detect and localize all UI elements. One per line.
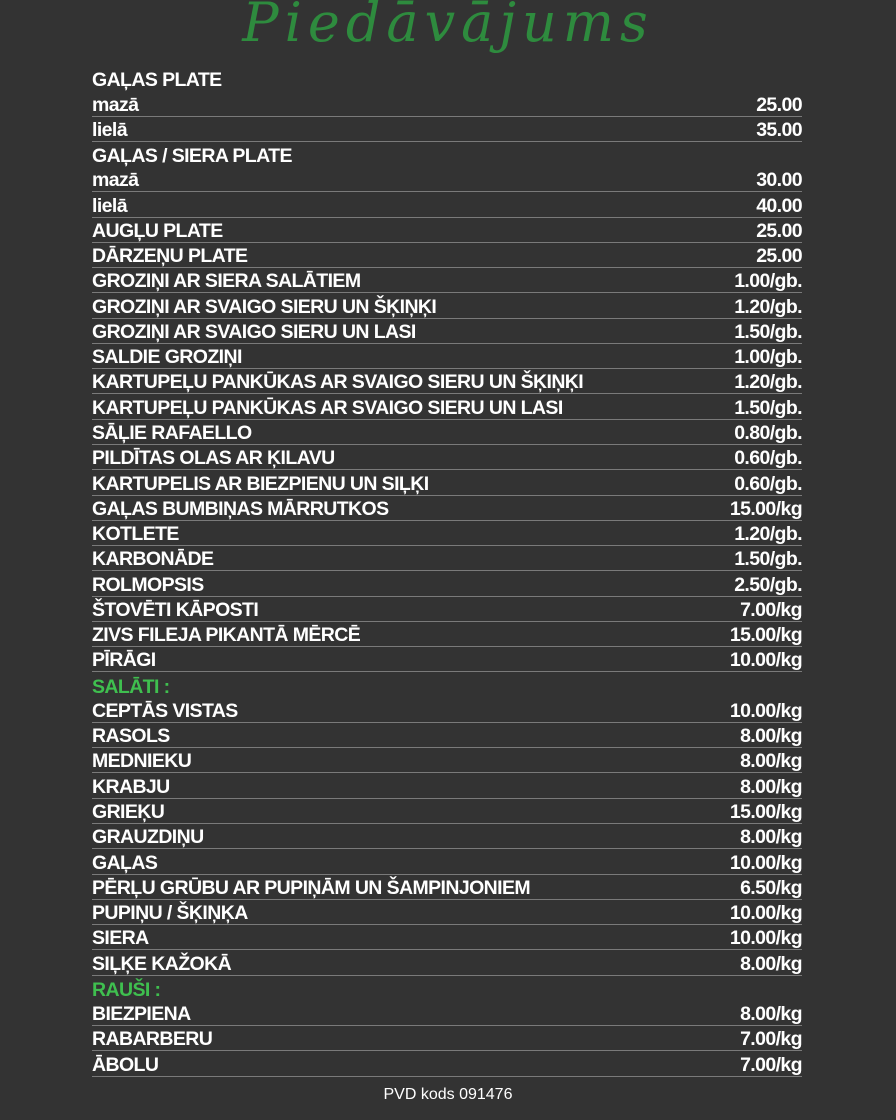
menu-item-row — [92, 950, 802, 975]
group-heading — [92, 142, 802, 167]
menu-item-row — [92, 824, 802, 849]
item-price: 25.00 — [756, 93, 802, 116]
item-name: GRAUZDIŅU — [92, 826, 204, 849]
menu-item-row — [92, 470, 802, 495]
item-price: 10.00/kg — [729, 927, 802, 950]
group-heading — [92, 66, 802, 91]
item-name: PILDĪTAS OLAS AR ĶILAVU — [92, 447, 335, 470]
item-price: 15.00/kg — [729, 800, 802, 823]
item-name: ZIVS FILEJA PIKANTĀ MĒRCĒ — [92, 624, 361, 647]
item-name: RAUŠI : — [92, 978, 161, 1001]
menu-item-row — [92, 1001, 802, 1026]
item-name: GRIEĶU — [92, 800, 165, 823]
menu-item-row — [92, 218, 802, 243]
item-name: GROZIŅI AR SVAIGO SIERU UN LASI — [92, 320, 416, 343]
menu-item-row — [92, 445, 802, 470]
item-name: SIERA — [92, 927, 149, 950]
menu-item-row — [92, 799, 802, 824]
item-price: 7.00/kg — [740, 598, 802, 621]
item-name: SALDIE GROZIŅI — [92, 346, 242, 369]
page-title: Piedāvājums — [242, 0, 654, 54]
item-price: 1.20/gb. — [734, 295, 802, 318]
item-name: GROZIŅI AR SVAIGO SIERU UN ŠĶIŅĶI — [92, 295, 437, 318]
item-price: 10.00/kg — [729, 851, 802, 874]
menu-item-row — [92, 875, 802, 900]
menu-item-row — [92, 293, 802, 318]
item-name: GAĻAS BUMBIŅAS MĀRRUTKOS — [92, 497, 389, 520]
menu-item-row — [92, 167, 802, 192]
item-name: PĒRĻU GRŪBU AR PUPIŅĀM UN ŠAMPINJONIEM — [92, 876, 531, 899]
item-price: 0.60/gb. — [734, 472, 802, 495]
menu-item-row — [92, 394, 802, 419]
item-price: 8.00/kg — [740, 1003, 802, 1026]
item-price: 10.00/kg — [729, 649, 802, 672]
footer-pvd-code: PVD kods 091476 — [383, 1086, 513, 1103]
menu-item-row — [92, 571, 802, 596]
menu-item-row — [92, 1051, 802, 1076]
item-name: MEDNIEKU — [92, 750, 192, 773]
menu-item-row — [92, 925, 802, 950]
item-price: 1.50/gb. — [734, 396, 802, 419]
item-name: KARTUPEĻU PANKŪKAS AR SVAIGO SIERU UN ŠĶIŅĶI — [92, 371, 584, 394]
item-price: 8.00/kg — [740, 775, 802, 798]
menu-item-row — [92, 748, 802, 773]
item-price: 1.50/gb. — [734, 320, 802, 343]
menu-item-row — [92, 117, 802, 142]
item-name: RASOLS — [92, 725, 170, 748]
item-price: 1.20/gb. — [734, 523, 802, 546]
item-name: SIĻĶE KAŽOKĀ — [92, 952, 232, 975]
item-price: 35.00 — [756, 118, 802, 141]
item-name: DĀRZEŅU PLATE — [92, 245, 248, 268]
menu-item-row — [92, 1026, 802, 1051]
section-heading — [92, 672, 802, 697]
item-name: SALĀTI : — [92, 675, 170, 698]
menu-item-row — [92, 268, 802, 293]
menu-item-row — [92, 900, 802, 925]
menu-item-row — [92, 192, 802, 217]
menu-item-row — [92, 597, 802, 622]
item-name: KRABJU — [92, 775, 170, 798]
item-price: 1.00/gb. — [734, 346, 802, 369]
item-name: CEPTĀS VISTAS — [92, 699, 238, 722]
menu-item-row — [92, 91, 802, 116]
item-price: 0.60/gb. — [734, 447, 802, 470]
item-name: BIEZPIENA — [92, 1003, 191, 1026]
item-price: 15.00/kg — [729, 497, 802, 520]
section-heading — [92, 976, 802, 1001]
menu-item-row — [92, 344, 802, 369]
menu-item-row — [92, 698, 802, 723]
item-name: PUPIŅU / ŠĶIŅĶA — [92, 902, 248, 925]
item-name: lielā — [92, 118, 127, 141]
item-price: 10.00/kg — [729, 699, 802, 722]
item-name: ŠTOVĒTI KĀPOSTI — [92, 598, 259, 621]
item-name: PĪRĀGI — [92, 649, 156, 672]
item-price: 8.00/kg — [740, 952, 802, 975]
item-price: 25.00 — [756, 219, 802, 242]
item-price: 8.00/kg — [740, 750, 802, 773]
item-name: GAĻAS / SIERA PLATE — [92, 145, 292, 168]
menu-item-row — [92, 647, 802, 672]
item-price: 25.00 — [756, 245, 802, 268]
item-name: ĀBOLU — [92, 1053, 159, 1076]
item-price: 8.00/kg — [740, 826, 802, 849]
menu-item-row — [92, 243, 802, 268]
menu-item-row — [92, 622, 802, 647]
menu-item-row — [92, 849, 802, 874]
item-price: 1.50/gb. — [734, 548, 802, 571]
menu-item-row — [92, 773, 802, 798]
item-price: 15.00/kg — [729, 624, 802, 647]
item-price: 2.50/gb. — [734, 573, 802, 596]
item-name: SĀĻIE RAFAELLO — [92, 421, 252, 444]
item-name: AUGĻU PLATE — [92, 219, 223, 242]
menu-item-row — [92, 521, 802, 546]
menu-item-row — [92, 420, 802, 445]
item-price: 0.80/gb. — [734, 421, 802, 444]
item-name: KARTUPEĻU PANKŪKAS AR SVAIGO SIERU UN LASI — [92, 396, 563, 419]
item-name: RABARBERU — [92, 1028, 213, 1051]
item-price: 1.20/gb. — [734, 371, 802, 394]
item-name: GAĻAS PLATE — [92, 69, 222, 92]
item-name: ROLMOPSIS — [92, 573, 204, 596]
price-list — [92, 66, 802, 1077]
item-price: 30.00 — [756, 169, 802, 192]
item-name: lielā — [92, 194, 127, 217]
item-name: mazā — [92, 169, 139, 192]
item-name: mazā — [92, 93, 139, 116]
menu-item-row — [92, 369, 802, 394]
item-price: 1.00/gb. — [734, 270, 802, 293]
item-name: KOTLETE — [92, 523, 179, 546]
menu-item-row — [92, 319, 802, 344]
menu-item-row — [92, 723, 802, 748]
item-price: 10.00/kg — [729, 902, 802, 925]
item-price: 6.50/kg — [740, 876, 802, 899]
item-price: 8.00/kg — [740, 725, 802, 748]
item-name: KARBONĀDE — [92, 548, 214, 571]
item-name: KARTUPELIS AR BIEZPIENU UN SIĻĶI — [92, 472, 429, 495]
item-price: 40.00 — [756, 194, 802, 217]
item-price: 7.00/kg — [740, 1053, 802, 1076]
item-name: GAĻAS — [92, 851, 158, 874]
item-name: GROZIŅI AR SIERA SALĀTIEM — [92, 270, 361, 293]
item-price: 7.00/kg — [740, 1028, 802, 1051]
menu-item-row — [92, 546, 802, 571]
menu-item-row — [92, 496, 802, 521]
